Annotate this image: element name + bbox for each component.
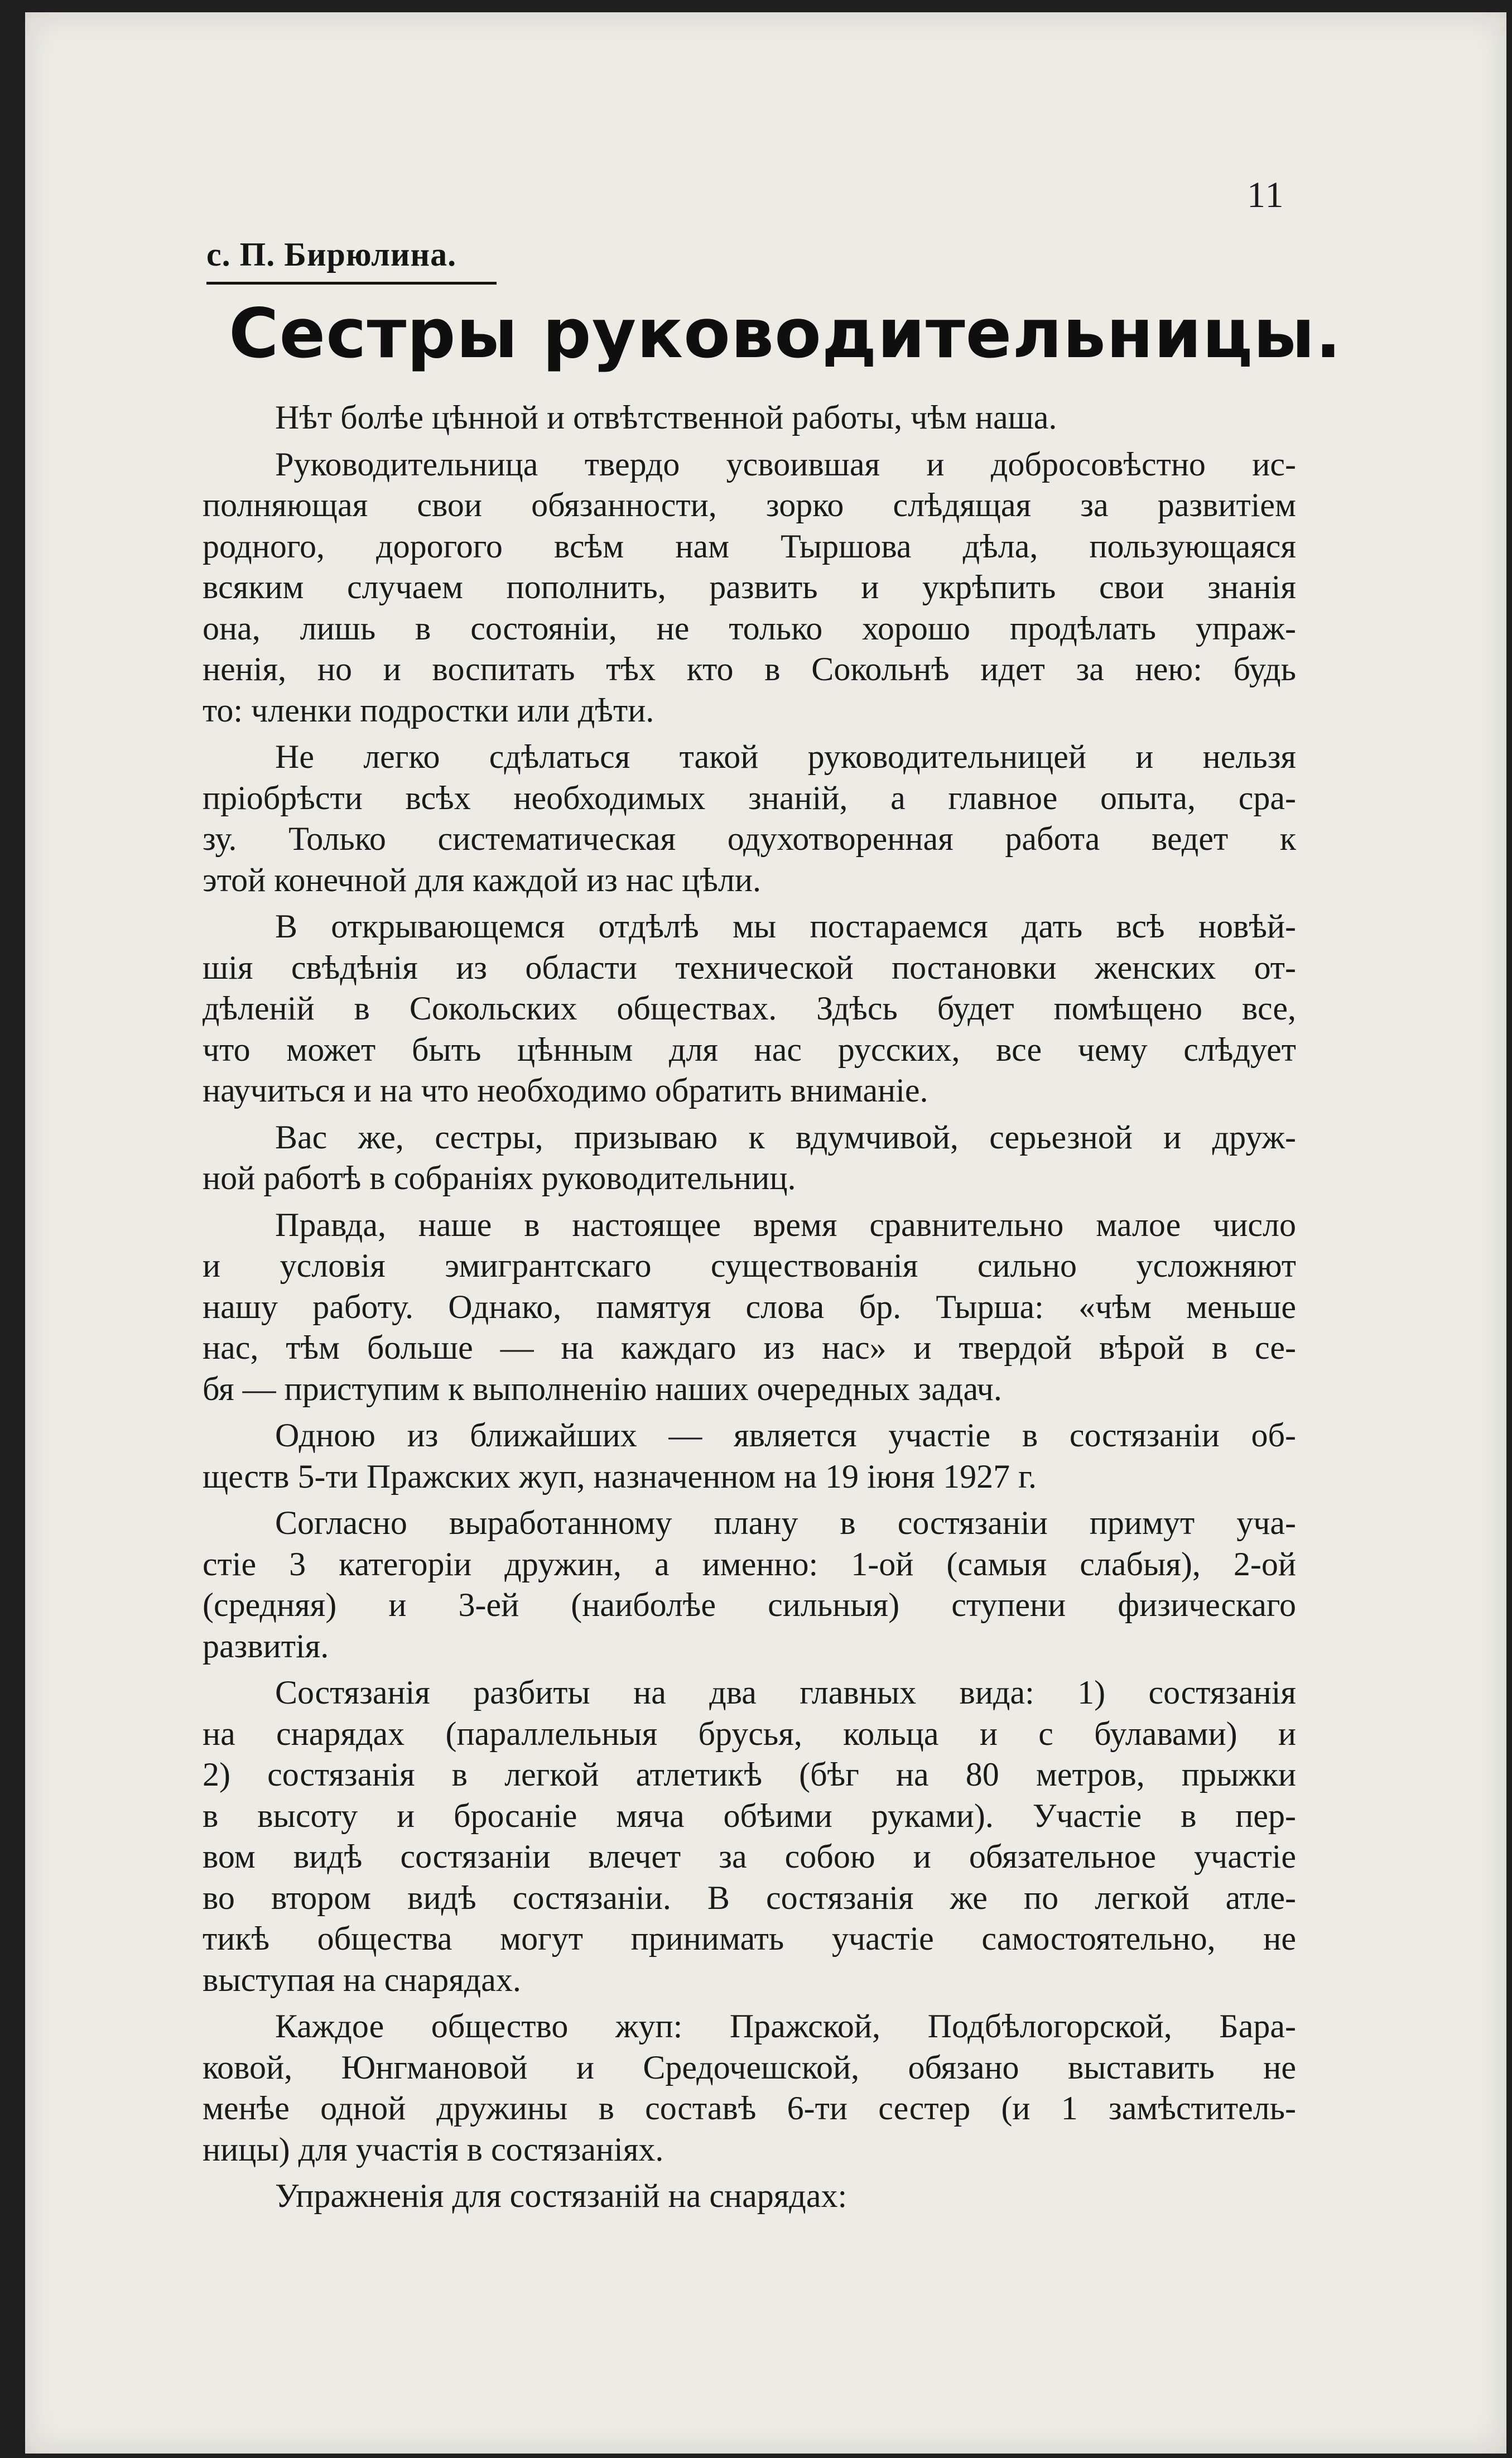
text-line: Руководительница твердо усвоившая и добросовѣстно ис- bbox=[275, 445, 1296, 483]
paragraph bbox=[203, 2006, 1296, 2170]
paragraph bbox=[203, 737, 1296, 901]
text-line: ной работѣ в собраніях руководительниц. bbox=[203, 1160, 796, 1196]
text-line: Одною из ближайших — является участіе в состязаніи об- bbox=[275, 1417, 1296, 1454]
text-line: то: членки подростки или дѣти. bbox=[203, 691, 654, 729]
text-line: зу. Только систематическая одухотворенная работа ведет к bbox=[203, 820, 1296, 857]
text-line: менѣе одной дружины в составѣ 6-ти сестер (и 1 замѣститель- bbox=[203, 2090, 1296, 2127]
text-line: ковой, Юнгмановой и Средочешской, обязано выставить не bbox=[203, 2048, 1296, 2086]
text-line: всяким случаем пополнить, развить и укрѣпить свои знанія bbox=[203, 569, 1296, 605]
text-line: бя — приступим к выполненію наших очередных задач. bbox=[203, 1370, 1002, 1407]
text-line: Не легко сдѣлаться такой руководительницей и нельзя bbox=[275, 738, 1296, 775]
paragraph bbox=[203, 1415, 1296, 1497]
text-line: и условія эмигрантскаго существованія сильно усложняют bbox=[203, 1247, 1296, 1284]
article-body bbox=[203, 397, 1296, 2223]
text-line: Вас же, сестры, призываю к вдумчивой, серьезной и друж- bbox=[275, 1118, 1296, 1156]
article-title: Сестры руководительницы. bbox=[229, 294, 1342, 373]
text-line: В открывающемся отдѣлѣ мы постараемся дать всѣ новѣй- bbox=[275, 908, 1296, 945]
text-line: она, лишь в состояніи, не только хорошо продѣлать упраж- bbox=[203, 609, 1296, 647]
author-name: с. П. Бирюлина. bbox=[206, 235, 497, 285]
paragraph bbox=[203, 1117, 1296, 1199]
text-line: нас, тѣм больше — на каждаго из нас» и твердой вѣрой в се- bbox=[203, 1329, 1296, 1366]
paragraph bbox=[203, 906, 1296, 1112]
text-line: родного, дорогого всѣм нам Тыршова дѣла, пользующаяся bbox=[203, 527, 1296, 565]
text-line: шія свѣдѣнія из области технической постановки женских от- bbox=[203, 949, 1296, 986]
text-line: ницы) для участія в состязаніях. bbox=[203, 2130, 664, 2168]
text-line: что может быть цѣнным для нас русских, все чему слѣдует bbox=[203, 1031, 1296, 1068]
text-line: во втором видѣ состязаніи. В состязанія же по легкой атле- bbox=[203, 1879, 1296, 1916]
text-line: Нѣт болѣе цѣнной и отвѣтственной работы, чѣм наша. bbox=[275, 399, 1057, 436]
text-line: 2) состязанія в легкой атлетикѣ (бѣг на 80 метров, прыжки bbox=[203, 1756, 1296, 1793]
text-line: пріобрѣсти всѣх необходимых знаній, а главное опыта, сра- bbox=[203, 779, 1296, 816]
paragraph bbox=[203, 1672, 1296, 2000]
paragraph bbox=[203, 397, 1296, 439]
paragraph bbox=[203, 1503, 1296, 1667]
text-line: дѣленій в Сокольских обществах. Здѣсь будет помѣщено все, bbox=[203, 990, 1296, 1027]
text-line: полняющая свои обязанности, зорко слѣдящая за развитіем bbox=[203, 487, 1296, 523]
text-line: этой конечной для каждой из нас цѣли. bbox=[203, 861, 761, 898]
text-line: ненія, но и воспитать тѣх кто в Сокольнѣ идет за нею: будь bbox=[203, 651, 1296, 687]
text-line: в высоту и бросаніе мяча обѣими руками). Участіе в пер- bbox=[203, 1797, 1296, 1834]
text-line: Каждое общество жуп: Пражской, Подбѣлогорской, Бара- bbox=[275, 2008, 1296, 2045]
text-line: выступая на снарядах. bbox=[203, 1961, 521, 1998]
paragraph bbox=[203, 2176, 1296, 2217]
paragraph bbox=[203, 444, 1296, 732]
text-line: (средняя) и 3-ей (наиболѣе сильныя) ступени физическаго bbox=[203, 1586, 1296, 1623]
text-line: Состязанія разбиты на два главных вида: 1) состязанія bbox=[275, 1674, 1296, 1711]
page-number: 11 bbox=[1247, 175, 1285, 215]
text-line: развитія. bbox=[203, 1627, 329, 1665]
text-line: на снарядах (параллельныя брусья, кольца и с булавами) и bbox=[203, 1715, 1296, 1752]
text-line: Согласно выработанному плану в состязаніи примут уча- bbox=[275, 1504, 1296, 1541]
text-line: Упражненія для состязаній на снарядах: bbox=[275, 2177, 848, 2214]
text-line: Правда, наше в настоящее время сравнительно малое число bbox=[275, 1206, 1296, 1243]
text-line: научиться и на что необходимо обратить вниманіе. bbox=[203, 1072, 928, 1109]
text-line: нашу работу. Однако, памятуя слова бр. Тырша: «чѣм меньше bbox=[203, 1288, 1296, 1325]
book-page bbox=[25, 12, 1506, 2454]
text-line: тикѣ общества могут принимать участіе самостоятельно, не bbox=[203, 1920, 1296, 1957]
text-line: вом видѣ состязаніи влечет за собою и обязательное участіе bbox=[203, 1838, 1296, 1875]
text-line: стіе 3 категоріи дружин, а именно: 1-ой (самыя слабыя), 2-ой bbox=[203, 1545, 1296, 1582]
text-line: ществ 5-ти Пражских жуп, назначенном на 19 іюня 1927 г. bbox=[203, 1458, 1037, 1495]
paragraph bbox=[203, 1205, 1296, 1410]
